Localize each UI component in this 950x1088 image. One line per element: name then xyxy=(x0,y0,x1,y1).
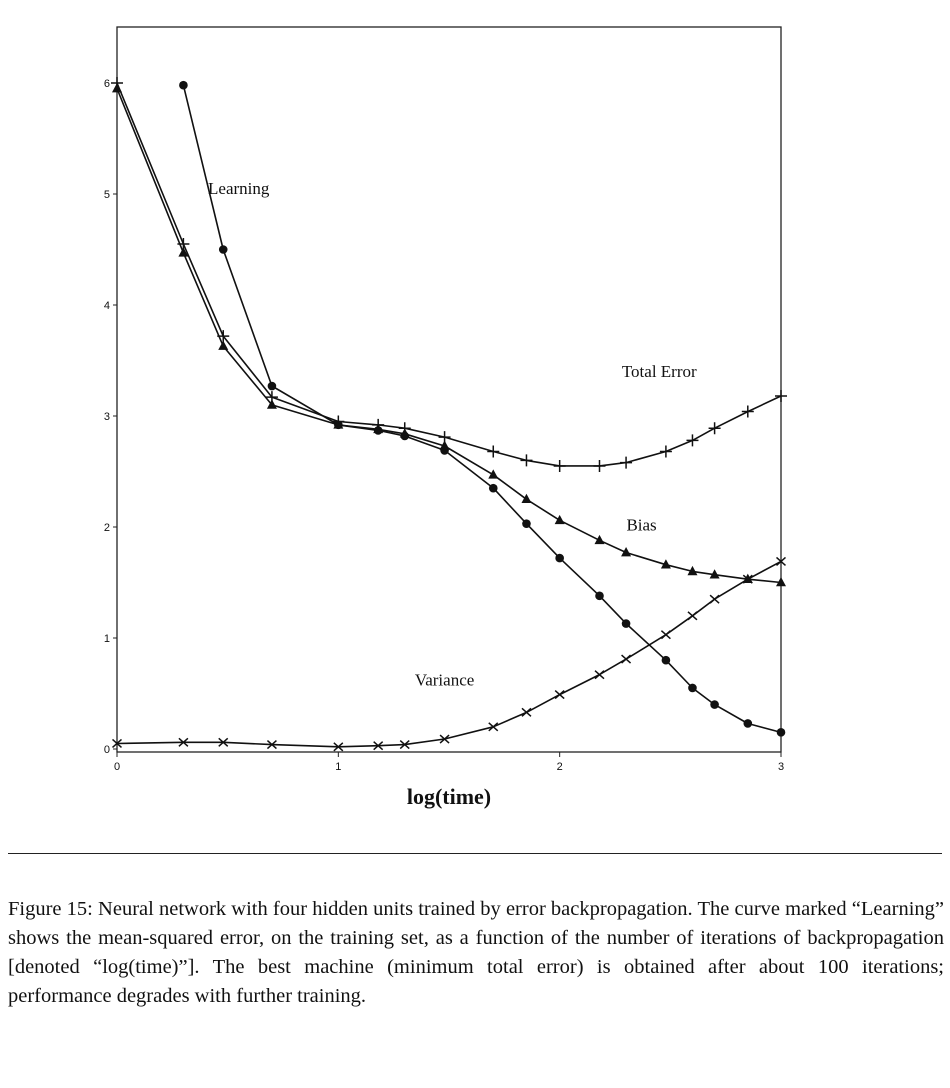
total-error-data-point xyxy=(520,454,532,466)
learning-data-point xyxy=(777,728,786,737)
x-tick-label: 0 xyxy=(113,761,121,773)
variance-data-point xyxy=(622,655,631,663)
y-tick-label: 3 xyxy=(103,411,110,423)
bias-data-point xyxy=(218,341,228,350)
bias-data-point xyxy=(555,515,565,524)
x-tick-label: 3 xyxy=(777,761,785,773)
figure-caption: Figure 15: Neural network with four hidden units trained by error backpropagation. The curve marked “Learning” shows the mean-squared error, on the training set, as a function of the number of iterations of backpropagation [denoted “log(time)”]. The best machine (minimum total error) is obtained after about 100 iterations; performance degrades with further training. xyxy=(8,898,944,1007)
bias-data-point xyxy=(488,469,498,478)
y-tick-label: 5 xyxy=(103,189,110,201)
learning-data-point xyxy=(622,619,631,628)
plot-frame xyxy=(117,27,781,752)
x-axis-title: log(time) xyxy=(406,784,492,809)
learning-data-point xyxy=(744,719,753,728)
learning-data-point xyxy=(219,245,228,254)
total-error-label: Total Error xyxy=(621,362,697,382)
learning-data-point xyxy=(710,700,719,709)
variance-data-point xyxy=(595,671,604,679)
variance-series-line xyxy=(117,561,781,746)
learning-series-line xyxy=(183,85,781,732)
axis-ticks xyxy=(104,78,784,773)
learning-data-point xyxy=(662,656,671,665)
learning-label: Learning xyxy=(208,179,270,198)
y-tick-label: 0 xyxy=(103,744,110,756)
variance-data-point xyxy=(710,595,719,603)
total-error-data-point xyxy=(554,460,566,472)
learning-data-point xyxy=(688,684,697,693)
total-error-data-point xyxy=(742,406,754,418)
total-error-data-point xyxy=(594,460,606,472)
learning-data-point xyxy=(555,554,564,563)
variance-label: Variance xyxy=(414,670,475,690)
bias-series-line xyxy=(117,89,781,583)
y-tick-label: 4 xyxy=(103,300,110,312)
variance-data-point xyxy=(661,631,670,639)
total-error-data-point xyxy=(775,390,787,402)
total-error-data-point xyxy=(487,446,499,458)
y-tick-label: 2 xyxy=(103,522,110,534)
caption-divider xyxy=(8,853,942,854)
bias-data-point xyxy=(595,535,605,544)
bias-data-point xyxy=(112,83,122,92)
total-error-data-point xyxy=(620,457,632,469)
x-tick-label: 2 xyxy=(556,761,563,773)
learning-data-point xyxy=(179,81,188,90)
total-error-data-point xyxy=(660,446,672,458)
total-error-data-point xyxy=(686,434,698,446)
annotation-labels xyxy=(208,179,697,690)
learning-data-point xyxy=(489,484,498,493)
learning-data-point xyxy=(595,592,604,601)
total-error-series-line xyxy=(117,83,781,466)
y-tick-label: 6 xyxy=(103,78,110,90)
y-tick-label: 1 xyxy=(103,633,110,645)
variance-data-point xyxy=(688,612,697,620)
learning-data-point xyxy=(522,519,531,528)
bias-label: Bias xyxy=(626,515,657,535)
variance-data-point xyxy=(522,708,531,716)
total-error-data-point xyxy=(709,422,721,434)
bias-data-point xyxy=(521,494,531,503)
variance-data-point xyxy=(555,691,564,699)
x-tick-label: 1 xyxy=(335,761,342,773)
learning-data-point xyxy=(268,382,277,391)
